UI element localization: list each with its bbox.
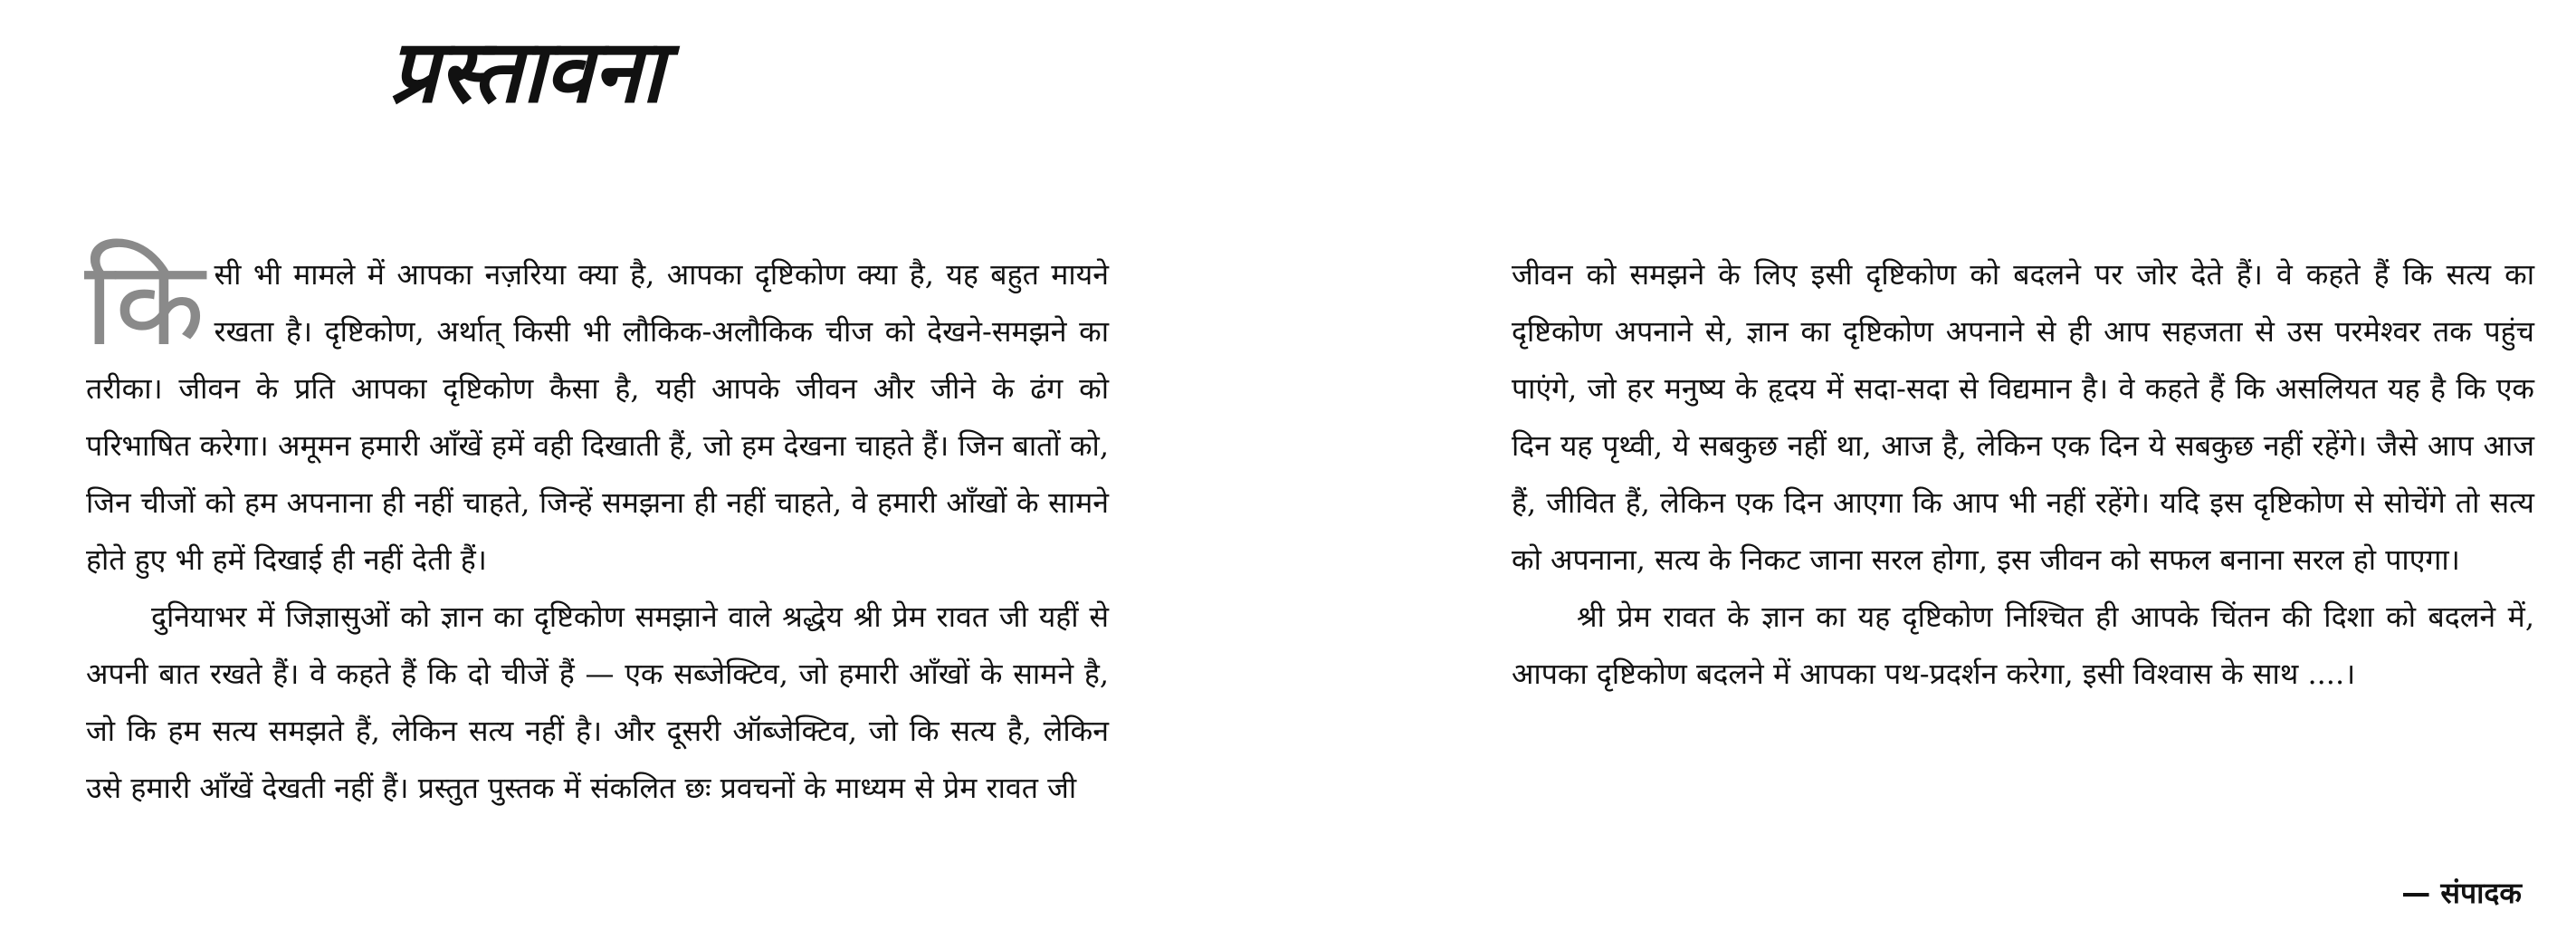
left-page-body: [84, 235, 1109, 817]
page-title: प्रस्तावना: [389, 21, 664, 122]
paragraph-4: श्री प्रेम रावत के ज्ञान का यह दृष्टिकोण निश्चित ही आपके चिंतन की दिशा को बदलने में, आपका दृष्टिकोण बदलने में आपका पथ-प्रदर्शन करेगा, इसी विश्वास के साथ ....।: [1512, 599, 2534, 691]
editor-signature: — संपादक: [2401, 876, 2522, 910]
left-page: [86, 0, 1109, 940]
paragraph-2: दुनियाभर में जिज्ञासुओं को ज्ञान का दृष्टिकोण समझाने वाले श्रद्धेय श्री प्रेम रावत जी यहीं से अपनी बात रखते हैं। वे कहते हैं कि दो चीजें हैं — एक सब्जेक्टिव, जो हमारी आँखों के सामने है, जो कि हम सत्य समझते हैं, लेकिन सत्य नहीं है। और दूसरी ऑब्जेक्टिव, जो कि सत्य है, लेकिन उसे हमारी आँखें देखती नहीं हैं। प्रस्तुत पुस्तक में संकलित छः प्रवचनों के माध्यम से प्रेम रावत जी: [86, 599, 1109, 805]
paragraph-1: [84, 235, 1109, 589]
right-page-body: [1512, 246, 2534, 703]
paragraph-3: जीवन को समझने के लिए इसी दृष्टिकोण को बदलने पर जोर देते हैं। वे कहते हैं कि सत्य का दृष्टिकोण अपनाने से, ज्ञान का दृष्टिकोण अपनाने से ही आप सहजता से उस परमेश्वर तक पहुंच पाएंगे, जो हर मनुष्य के हृदय में सदा-सदा से विद्यमान है। वे कहते हैं कि असलियत यह है कि एक दिन यह पृथ्वी, ये सबकुछ नहीं था, आज है, लेकिन एक दिन ये सबकुछ नहीं रहेंगे। जैसे आप आज हैं, जीवित हैं, लेकिन एक दिन आएगा कि आप भी नहीं रहेंगे। यदि इस दृष्टिकोण से सोचेंगे तो सत्य को अपनाना, सत्य के निकट जाना सरल होगा, इस जीवन को सफल बनाना सरल हो पाएगा।: [1512, 257, 2534, 577]
right-page: [1512, 0, 2534, 940]
paragraph-1-text: सी भी मामले में आपका नज़रिया क्या है, आपका दृष्टिकोण क्या है, यह बहुत मायने रखता है। दृष्टिकोण, अर्थात् किसी भी लौकिक-अलौकिक चीज को देखने-समझने का तरीका। जीवन के प्रति आपका दृष्टिकोण कैसा है, यही आपके जीवन और जीने के ढंग को परिभाषित करेगा। अमूमन हमारी आँखें हमें वही दिखाती हैं, जो हम देखना चाहते हैं। जिन बातों को, जिन चीजों को हम अपनाना ही नहीं चाहते, जिन्हें समझना ही नहीं चाहते, वे हमारी आँखों के सामने होते हुए भी हमें दिखाई ही नहीं देती हैं।: [86, 257, 1109, 577]
drop-cap: कि: [84, 235, 205, 372]
